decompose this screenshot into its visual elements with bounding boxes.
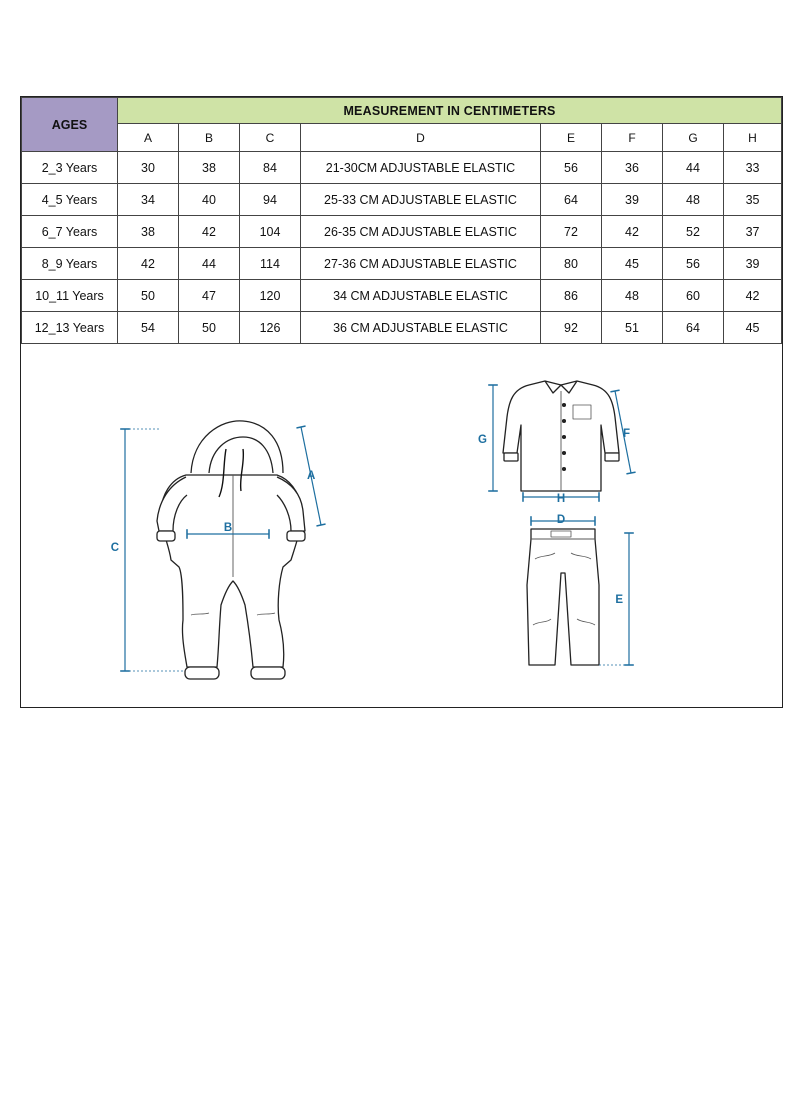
shirt-dimension-g	[478, 385, 493, 491]
label-f: F	[623, 428, 631, 440]
value-cell: 42	[118, 248, 179, 280]
shirt-dimension-h	[523, 493, 599, 505]
value-cell: 104	[240, 216, 301, 248]
value-cell: 48	[602, 280, 663, 312]
elastic-cell: 21-30CM ADJUSTABLE ELASTIC	[301, 152, 541, 184]
column-header-row	[22, 124, 782, 152]
age-cell: 10_11 Years	[22, 280, 118, 312]
value-cell: 56	[663, 248, 724, 280]
size-table	[21, 97, 782, 344]
column-header-g: G	[663, 124, 724, 152]
value-cell: 36	[602, 152, 663, 184]
measurement-header: MEASUREMENT IN CENTIMETERS	[118, 98, 782, 124]
column-header-e: E	[541, 124, 602, 152]
value-cell: 42	[602, 216, 663, 248]
table-row	[22, 280, 782, 312]
label-h: H	[556, 493, 566, 505]
table-row	[22, 312, 782, 344]
value-cell: 30	[118, 152, 179, 184]
value-cell: 38	[179, 152, 240, 184]
value-cell: 92	[541, 312, 602, 344]
column-header-f: F	[602, 124, 663, 152]
table-row	[22, 248, 782, 280]
value-cell: 80	[541, 248, 602, 280]
label-a: A	[307, 470, 316, 482]
age-cell: 8_9 Years	[22, 248, 118, 280]
label-b: B	[223, 522, 233, 534]
value-cell: 50	[179, 312, 240, 344]
age-cell: 12_13 Years	[22, 312, 118, 344]
value-cell: 51	[602, 312, 663, 344]
value-cell: 40	[179, 184, 240, 216]
size-chart	[20, 96, 783, 708]
value-cell: 44	[663, 152, 724, 184]
column-header-d: D	[301, 124, 541, 152]
value-cell: 94	[240, 184, 301, 216]
value-cell: 56	[541, 152, 602, 184]
value-cell: 72	[541, 216, 602, 248]
label-g: G	[478, 434, 487, 446]
value-cell: 42	[724, 280, 782, 312]
value-cell: 35	[724, 184, 782, 216]
value-cell: 44	[179, 248, 240, 280]
value-cell: 48	[663, 184, 724, 216]
elastic-cell: 26-35 CM ADJUSTABLE ELASTIC	[301, 216, 541, 248]
table-row	[22, 184, 782, 216]
pants-illustration	[527, 529, 599, 665]
value-cell: 120	[240, 280, 301, 312]
value-cell: 84	[240, 152, 301, 184]
value-cell: 45	[602, 248, 663, 280]
shirt-illustration	[503, 381, 619, 491]
value-cell: 114	[240, 248, 301, 280]
value-cell: 52	[663, 216, 724, 248]
value-cell: 33	[724, 152, 782, 184]
age-cell: 2_3 Years	[22, 152, 118, 184]
value-cell: 54	[118, 312, 179, 344]
label-e: E	[615, 594, 623, 606]
value-cell: 39	[724, 248, 782, 280]
column-header-a: A	[118, 124, 179, 152]
value-cell: 45	[724, 312, 782, 344]
value-cell: 38	[118, 216, 179, 248]
value-cell: 47	[179, 280, 240, 312]
age-cell: 4_5 Years	[22, 184, 118, 216]
label-c: C	[110, 542, 119, 554]
value-cell: 126	[240, 312, 301, 344]
pants-dimension-d	[531, 514, 595, 526]
column-header-c: C	[240, 124, 301, 152]
elastic-cell: 27-36 CM ADJUSTABLE ELASTIC	[301, 248, 541, 280]
value-cell: 60	[663, 280, 724, 312]
value-cell: 42	[179, 216, 240, 248]
table-row	[22, 152, 782, 184]
column-header-b: B	[179, 124, 240, 152]
column-header-h: H	[724, 124, 782, 152]
elastic-cell: 25-33 CM ADJUSTABLE ELASTIC	[301, 184, 541, 216]
hooded-onesie-illustration	[157, 421, 305, 679]
elastic-cell: 36 CM ADJUSTABLE ELASTIC	[301, 312, 541, 344]
elastic-cell: 34 CM ADJUSTABLE ELASTIC	[301, 280, 541, 312]
value-cell: 37	[724, 216, 782, 248]
age-cell: 6_7 Years	[22, 216, 118, 248]
table-row	[22, 216, 782, 248]
label-d: D	[556, 514, 566, 526]
pants-dimension-e	[599, 533, 629, 665]
value-cell: 39	[602, 184, 663, 216]
ages-header: AGES	[22, 98, 118, 152]
value-cell: 34	[118, 184, 179, 216]
value-cell: 64	[663, 312, 724, 344]
value-cell: 64	[541, 184, 602, 216]
measurement-diagram	[21, 345, 781, 707]
value-cell: 50	[118, 280, 179, 312]
value-cell: 86	[541, 280, 602, 312]
onesie-dimension-a	[301, 427, 321, 525]
